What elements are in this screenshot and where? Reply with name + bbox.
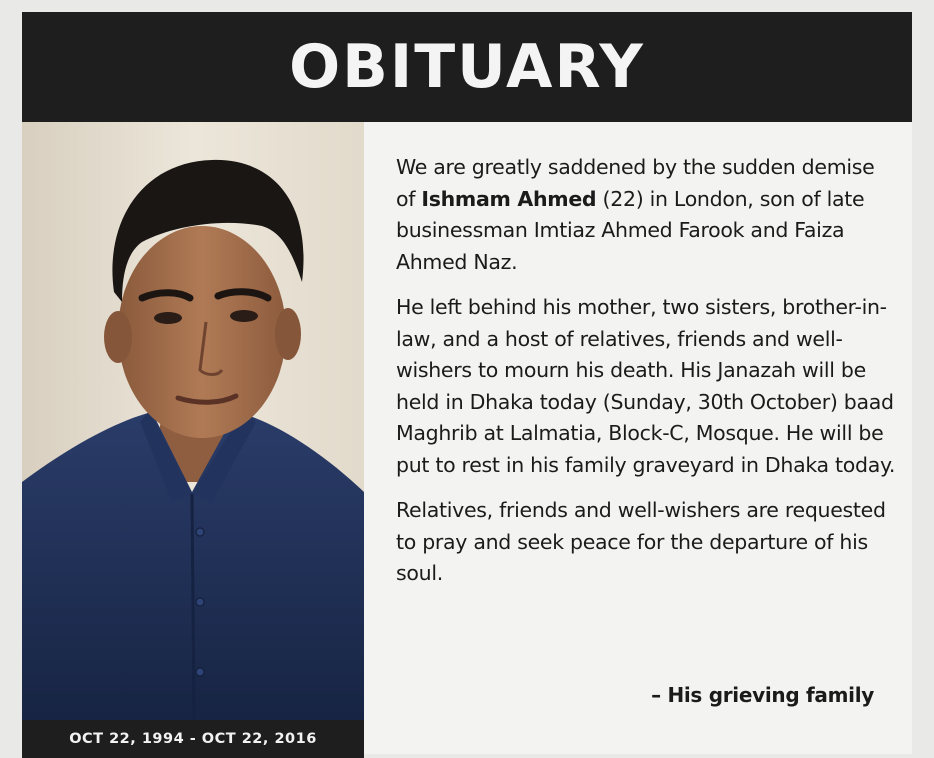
portrait-photo — [22, 122, 364, 720]
obituary-title: OBITUARY — [289, 32, 645, 102]
obituary-body — [396, 152, 896, 604]
life-dates: OCT 22, 1994 - OCT 22, 2016 — [69, 731, 317, 747]
paragraph-survivors-janazah: He left behind his mother, two sisters, brother-in-law, and a host of relatives, friends and well-wishers to mourn his death. His Janazah will be held in Dhaka today (Sunday, 30th October) baad Maghrib at Lalmatia, Block-C, Mosque. He will be put to rest in his family graveyard in Dhaka today. — [396, 295, 896, 477]
deceased-name: Ishmam Ahmed — [421, 186, 597, 211]
obituary-banner — [22, 12, 912, 122]
paragraph-announcement — [396, 152, 896, 278]
paragraph-prayer-request: Relatives, friends and well-wishers are requested to pray and seek peace for the departure of his soul. — [396, 498, 886, 585]
announcement-text-start: We are greatly saddened by the sudden demise of — [396, 155, 875, 211]
announcement-text-end: (22) in London, son of late businessman Imtiaz Ahmed Farook and Faiza Ahmed Naz. — [396, 186, 865, 274]
dates-bar — [22, 720, 364, 758]
signoff: – His grieving family — [651, 683, 874, 707]
